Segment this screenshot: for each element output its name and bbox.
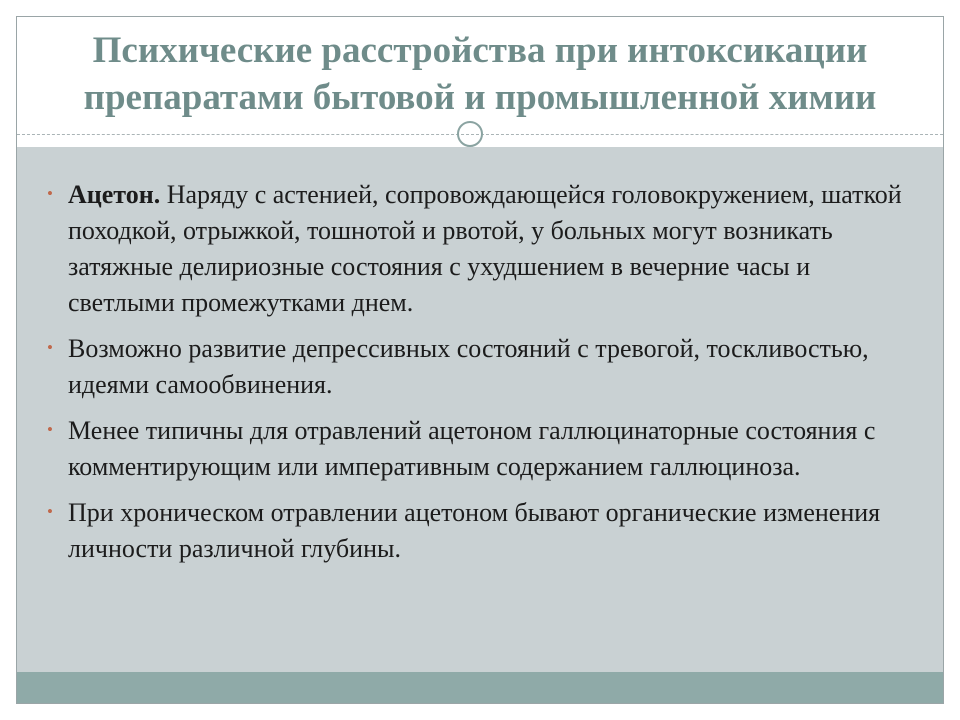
bullet-dot-icon: •	[47, 420, 53, 439]
bullet-dot-icon: •	[47, 184, 53, 203]
content-area	[17, 147, 943, 672]
circle-ornament-icon	[457, 121, 483, 147]
bullet-item-hallucinations	[47, 413, 907, 485]
bullet-item-acetone	[47, 177, 907, 321]
bullet-text: Менее типичны для отравлений ацетоном галлюцинаторные состояния с комментирующим или императивным содержанием галлюциноза.	[68, 416, 876, 481]
bullet-item-chronic	[47, 495, 907, 567]
bullet-dot-icon: •	[47, 338, 53, 357]
bullet-text: При хроническом отравлении ацетоном бывают органические изменения личности различной глубины.	[68, 498, 881, 563]
bullet-item-depression	[47, 331, 907, 403]
bullet-dot-icon: •	[47, 502, 53, 521]
slide	[16, 16, 944, 704]
bullet-text: Наряду с астенией, сопровождающейся головокружением, шаткой походкой, отрыжкой, тошнотой и рвотой, у больных могут возникать затяжные делириозные состояния с ухудшением в вечерние часы и светлыми промежутками днем.	[68, 180, 902, 317]
bullet-text: Возможно развитие депрессивных состояний с тревогой, тоскливостью, идеями самообвинения.	[68, 334, 869, 399]
slide-title: Психические расстройства при интоксикации препаратами бытовой и промышленной химии	[83, 30, 877, 118]
bullet-list	[47, 177, 907, 577]
bullet-lead: Ацетон.	[68, 180, 161, 209]
title-area	[17, 17, 943, 135]
footer-bar	[17, 672, 943, 704]
